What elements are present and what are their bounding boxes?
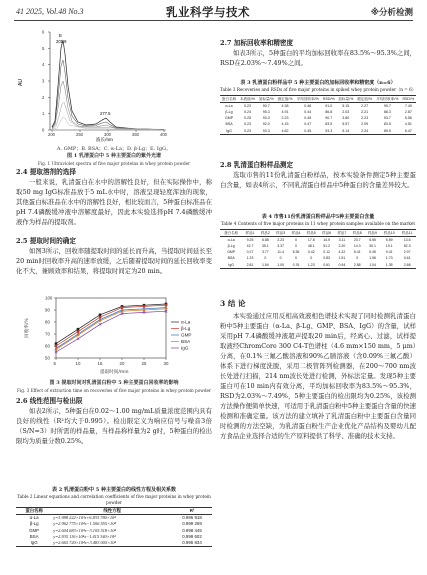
fig1-peak-value-2: 277.5	[100, 111, 111, 116]
fig1-y-tick-label: 0	[42, 127, 45, 133]
section-2-8-title: 2.8 乳清蛋白粉样品测定	[220, 161, 294, 169]
table-cell: 19.1	[385, 243, 393, 248]
table-cell: 0.999 269	[182, 521, 202, 527]
table-cell: 3.11	[338, 237, 346, 242]
table-cell: 42.7	[246, 243, 254, 248]
table4-title-cn: 表 4 市售11份乳清蛋白粉样品中5种主要蛋白含量	[261, 214, 375, 220]
fig3-caption-en: Fig. 3 Effect of extraction time on recoveries of five major proteins in whey protein powder	[16, 388, 211, 393]
table3-title-en: Table 3 Recoveries and RSDs of five major proteins in spiked whey protein powder（n = 6）	[220, 87, 416, 92]
table-cell: 0.47	[304, 122, 312, 127]
table-row	[220, 128, 416, 135]
table-cell: 4.15	[281, 122, 289, 127]
table-cell: 1.23	[304, 262, 319, 269]
table-cell: 0.23	[238, 128, 257, 135]
table-cell: 0.996 918	[182, 515, 202, 521]
table-cell: α-La	[227, 237, 235, 242]
table-cell: 0.94	[334, 262, 349, 269]
table-cell: β-Lg	[227, 243, 235, 248]
table-cell: 2.03	[342, 109, 350, 114]
table-cell: 1.54	[258, 262, 273, 269]
fig3-xlabel: 提取时间/min	[100, 370, 129, 375]
fig3-x-tick-label: 20	[119, 361, 125, 366]
table2-title-en: Table 2 Linear equations and correlation coefficients of five major proteins in whey protein powder	[17, 494, 211, 505]
table-header-cell: RSD/%	[322, 96, 335, 101]
table-header-cell: 蛋白名称	[220, 229, 242, 236]
table-cell: IgG	[220, 128, 238, 135]
table-cell: 14.3	[353, 243, 361, 248]
section-3	[220, 297, 416, 441]
table-cell: 9.41	[385, 250, 393, 255]
table-cell: 1.00	[273, 262, 288, 269]
table-row	[220, 102, 416, 109]
table-cell: 0	[279, 256, 282, 261]
table-cell: 1.73	[385, 256, 393, 261]
table-cell: β-Lg	[29, 521, 39, 527]
table-cell: 2.81	[242, 262, 257, 269]
table-header-cell: 样品2	[258, 229, 273, 236]
table-cell: 5.36	[292, 250, 300, 255]
table-cell: 6.47	[401, 128, 416, 135]
uv-spectrum-plot	[16, 26, 212, 144]
fig3-data-point	[99, 314, 102, 317]
section-2-5-title: 2.5 提取时间的确定	[16, 237, 76, 245]
fig1-legend: A. GMP；B. BSA；C. α-La；D. β-Lg；E. IgG。	[56, 146, 172, 152]
table-2-block	[16, 487, 212, 547]
issue-info: 41 2025, Vol.48 No.3	[16, 7, 84, 16]
fig1-y-tick-label: 6	[42, 29, 45, 35]
fig1-ylabel: AU	[18, 79, 24, 86]
fig1-y-tick-label: 1	[42, 111, 45, 117]
fig3-data-point	[99, 319, 102, 322]
table-cell: 5.14	[336, 128, 355, 135]
fig3-legend-label: IgG	[181, 345, 189, 351]
table-cell: IgG	[16, 540, 52, 547]
fig1-y-tick-label: 2	[42, 94, 45, 100]
table-header-cell: 样品9	[365, 229, 380, 236]
table-cell: 5.55	[369, 237, 376, 242]
fig3-data-point	[99, 323, 102, 326]
table-cell: 93.3	[257, 128, 276, 135]
table-3	[220, 95, 416, 135]
fig3-x-tick-label: 10	[75, 361, 81, 366]
table-3-block	[220, 80, 416, 135]
fig3-caption-cn: 图 3 提取时间对乳清蛋白粉中 5 种主要蛋白回收率的影响	[49, 380, 179, 386]
fig3-legend-label: β-Lg	[181, 326, 191, 332]
table-header-cell: 蛋白名称	[221, 96, 237, 101]
section-2-4	[16, 167, 212, 227]
table-cell: 14.9	[323, 237, 330, 242]
table-cell: 5.56	[404, 116, 412, 121]
table-cell: 13.6	[403, 237, 411, 242]
table2-header: 蛋白名称	[16, 508, 52, 515]
table-cell: 2.23	[277, 237, 285, 242]
table-cell: 2.09	[361, 122, 369, 127]
table-cell: 93.3	[262, 116, 270, 121]
table-cell: α-La	[29, 515, 39, 521]
table-cell: 0.12	[323, 250, 330, 255]
table-header-cell: 平均回收率/%	[294, 95, 321, 102]
table-cell: 0.61	[319, 262, 334, 269]
fig3-y-tick-label: 80	[45, 319, 50, 325]
table-cell: BSA	[29, 533, 39, 539]
recovery-line-chart	[16, 292, 212, 376]
table-cell: 5.45	[369, 250, 376, 255]
table-row	[16, 540, 212, 547]
table-cell: 0.45	[294, 128, 321, 135]
table-header-cell: 样品8	[350, 229, 365, 236]
fig3-data-point	[55, 342, 58, 345]
section-2-5	[16, 236, 212, 276]
table-cell: BSA	[225, 122, 233, 127]
fig3-x-tick-label: 5	[53, 361, 56, 366]
table-cell: 3.37	[277, 243, 285, 248]
table-header-cell: 加标量/%	[338, 96, 354, 101]
table4-title-en: Table 4 Contents of five major proteins in 11 whey protein samples available on the market	[220, 221, 416, 226]
table-4	[220, 229, 416, 269]
table-cell: 1.51	[338, 256, 346, 261]
table-cell: 0.998 445	[182, 527, 202, 533]
fig1-x-tick-label: 300	[104, 132, 111, 137]
table-cell: 1.04	[365, 262, 380, 269]
table-cell: 4.62	[276, 128, 295, 135]
table-cell: 0.83	[323, 256, 330, 261]
table-cell: 0.61	[403, 256, 411, 261]
table-cell: 9.25	[246, 237, 254, 242]
fig3-y-tick-label: 90	[45, 307, 50, 313]
section-2-6-text: 如表2所示，5种蛋白在0.02～1.00 mg/mL质量浓度范围内具有良好的线性（R²均大于0.995）。检出限定义为响应信号与噪音3倍（S/N=3）时所需的样品量，当样品称样量为2 g时，5种蛋白的检出限均为质量分数0.25%。	[16, 407, 212, 445]
fig3-legend-label: BSA	[181, 339, 191, 345]
table-cell: 5.41	[353, 250, 361, 255]
figure-1	[16, 26, 212, 176]
section-3-title: 3 结 论	[220, 299, 246, 308]
table-cell: 2.87	[404, 109, 412, 114]
table-cell: 5.59	[385, 237, 393, 242]
table-cell: 2.20	[338, 243, 346, 248]
spectrum-curve-e	[52, 40, 164, 130]
table-cell: y=2.604 683×10⁴x−3.105 518×10⁴	[53, 527, 116, 533]
table-header-cell: 样品11	[398, 229, 416, 236]
table-row	[220, 236, 416, 243]
figure-3	[16, 292, 212, 394]
fig1-caption-cn: 图 1 乳清蛋白中 5 种主要蛋白的紫外光谱	[67, 153, 161, 159]
table-header-cell: 加标量/%	[258, 96, 274, 101]
table-cell: 0.27	[246, 250, 254, 255]
section-2-4-title: 2.4 提取溶剂的选择	[16, 168, 76, 176]
table-cell: 0	[264, 256, 267, 261]
table-cell: 0.45	[304, 116, 312, 121]
table-cell: BSA	[227, 256, 235, 261]
table-cell: 90.7	[325, 116, 333, 121]
fig3-series-line	[56, 311, 166, 352]
fig1-y-tick-label: 5	[42, 45, 45, 51]
fig3-y-tick-label: 50	[45, 355, 50, 361]
table-header-cell: 测定值/%	[357, 96, 373, 101]
journal-title: 乳业科学与技术	[166, 5, 250, 19]
table-cell: 2.27	[361, 103, 369, 108]
table-cell: 0.23	[243, 122, 251, 127]
table-cell: 1.23	[246, 256, 254, 261]
fig1-x-tick-label: 250	[76, 132, 83, 137]
section-2-5-text: 如图3所示，回收率随提取时间的延长而升高，当提取时间延长至20 min时回收率升高的速率放缓，之后随着提取时间的延长回收率变化不大，兼顾效率和结果，将提取时间定为20 min。	[16, 247, 213, 275]
fig1-peak-label: E	[59, 33, 63, 38]
section-label: ※分析检测	[370, 8, 413, 18]
section-2-7	[220, 38, 416, 68]
table-cell: 3.80	[342, 116, 350, 121]
fig3-y-tick-label: 70	[45, 331, 50, 337]
table-cell: 3.77	[261, 250, 269, 255]
fig3-ylabel: 回收率/%	[25, 318, 30, 338]
table-cell: 48.1	[307, 243, 315, 248]
table-cell: 0.23	[243, 103, 251, 108]
table-cell: 5.15	[342, 103, 350, 108]
table-cell: 0	[294, 237, 297, 242]
table-cell: 83.5	[383, 122, 391, 127]
table-cell: 88.3	[383, 109, 391, 114]
table-cell: 5.57	[342, 122, 350, 127]
fig1-y-tick-label: 3	[42, 78, 45, 84]
table-cell: 0.995 834	[172, 540, 212, 547]
table-cell: 83.5	[325, 122, 333, 127]
table-header-cell: 样品6	[319, 229, 334, 236]
table-cell: 30.1	[369, 243, 376, 248]
section-2-7-title: 2.7 加标回收率和精密度	[220, 39, 294, 47]
table-cell: GMP	[29, 527, 40, 533]
table3-title-cn: 表 3 乳清蛋白粉样品中 5 种主要蛋白的加标回收率和精密度（n=6）	[240, 80, 396, 86]
fig1-peak-value: 201.9	[56, 39, 67, 44]
table2-header: R²	[172, 508, 212, 515]
table-cell: 23.7	[353, 237, 361, 242]
table-cell: β-Lg	[225, 109, 233, 114]
fig3-data-point	[77, 338, 80, 341]
table-cell: 92.0	[262, 122, 270, 127]
table-cell: y=2.935 116×10⁴x−1.415 340×10⁴	[53, 533, 116, 539]
table-cell: 0	[310, 256, 313, 261]
table-cell: 2.97	[403, 250, 411, 255]
table2-title-cn: 表 2 乳清蛋白粉中 5 种主要蛋白的线性方程及相关系数	[52, 487, 176, 493]
fig1-x-tick-label: 350	[132, 132, 139, 137]
fig1-x-tick-label: 200	[48, 132, 55, 137]
fig1-x-tick-label: 400	[160, 132, 167, 137]
table-cell: 0.76	[288, 262, 303, 269]
table-cell: 2.24	[355, 128, 374, 135]
table-cell: 6.88	[261, 237, 269, 242]
table-header-cell: 样品3	[273, 229, 288, 236]
table-2	[16, 507, 212, 547]
table-cell: 35.1	[261, 243, 269, 248]
table-cell: 0.999 602	[182, 533, 202, 539]
fig3-x-tick-label: 30	[163, 361, 169, 366]
table-cell: 0.46	[304, 103, 312, 108]
spectrum-curve-c	[52, 81, 164, 130]
table-header-cell: RSD/%	[402, 96, 415, 101]
table-cell: 4.38	[281, 103, 289, 108]
fig3-series-line	[56, 305, 166, 346]
section-2-4-text: 一般来说，乳清蛋白在水中的溶解性良好，但在实际操作中，称取50 mg IgG标准品放于5 mL水中时，溶液呈现轻度浑浊的现象，其他蛋白标准品在水中的溶解性良好，相比较而言，5种蛋白标准品在pH 7.4磷酸缓冲液中溶解度最好，因此本实验选择pH 7.4磷酸缓冲液作为样品的提取剂。	[16, 178, 212, 226]
table-cell: 89.5	[374, 128, 401, 135]
table-cell: α-La	[225, 103, 233, 108]
table-cell: 2.23	[361, 116, 369, 121]
table-cell: 11.4	[277, 250, 284, 255]
fig3-y-tick-label: 60	[45, 343, 50, 349]
section-2-6	[16, 396, 212, 446]
table-4-block	[220, 214, 416, 269]
table-cell: 2.21	[361, 109, 369, 114]
fig3-data-point	[77, 328, 80, 331]
table-header-cell: 本底值/%	[239, 96, 255, 101]
table-cell: GMP	[227, 250, 236, 255]
section-2-6-title: 2.6 线性范围与检出限	[16, 397, 83, 405]
table-cell: y=2.962 775×10⁴x−1.506 555×10⁴	[53, 521, 116, 527]
table-cell: 0.42	[307, 250, 315, 255]
fig1-xlabel: 波长/nm	[96, 137, 113, 142]
table-cell: 7.49	[404, 103, 412, 108]
table-cell: 91.0	[325, 103, 333, 108]
section-3-text: 本实验通过应用反相高效液相色谱技术实现了同时检测乳清蛋白粉中5种主要蛋白（α-La、β-Lg、GMP、BSA、IgG）的含量，试样采用pH 7.4磷酸缓冲液超声提取20 min后，经离心、过滤，试样提取液经ChromCore 300 C4-T色谱柱（4.6 mm×150 mm，5 μm）分离，在0.1%三氟乙酸溶液和90%乙腈溶液（含0.09%三氟乙酸）体系下进行梯度洗脱，采用二极管阵列检测器，在200～700 nm波长处进行扫描，214 nm波长处进行检测，外标法定量。发现5种主要蛋白可在10 min内有效分离，平均加标回收率为83.5%～95.3%，RSD为2.03%～7.49%，5种主要蛋白的检出限均为0.25%，该检测方法操作便简单快速，可适用于乳清蛋白粉中5种主要蛋白含量的快速检测和准确定量。该方法的建立填补了乳清蛋白粉中主要蛋白含量同时检测的方法空缺，为乳清蛋白粉生产企业优化产品结构及婴幼儿配方食品企业选择合适的生产原料提供了科学、准确的技术支持。	[220, 312, 416, 440]
section-2-8	[220, 160, 416, 190]
section-2-8-text: 选取市售的11份乳清蛋白粉样品，按本实验条件测定5种主要蛋白含量，如表4所示，不同乳清蛋白样品中5种蛋白的含量差异较大。	[220, 171, 416, 189]
table-cell: 0	[294, 256, 297, 261]
fig3-legend-label: GMP	[181, 332, 192, 338]
running-header	[0, 0, 427, 22]
table-header-cell: 平均回收率/%	[374, 95, 401, 102]
table-header-cell: 样品10	[380, 229, 398, 236]
table-row	[16, 515, 212, 522]
table-cell: 0.25	[243, 116, 251, 121]
fig3-x-tick-label: 15	[97, 361, 103, 366]
fig3-data-point	[77, 334, 80, 337]
table-row	[220, 262, 416, 269]
fig3-x-tick-label: 25	[141, 361, 147, 366]
fig1-y-tick-label: 4	[42, 62, 45, 68]
table-cell: 0	[356, 256, 359, 261]
table-cell: 17.8	[307, 237, 315, 242]
table-cell: 4.91	[281, 109, 289, 114]
table-cell: 90.7	[383, 103, 391, 108]
table-cell: y=3.988 222×10³x+6.833 780×10⁴	[53, 515, 116, 521]
table-header-cell: 样品7	[334, 229, 349, 236]
table-cell: 86.8	[325, 109, 333, 114]
table-cell: 4.22	[338, 250, 346, 255]
fig3-plot-frame	[56, 298, 166, 358]
fig3-y-tick-label: 100	[45, 295, 53, 301]
table-header-cell: 样品5	[304, 229, 319, 236]
table-cell: 1.96	[369, 256, 376, 261]
table-cell: 2.58	[350, 262, 365, 269]
table-cell: 1.35	[380, 262, 398, 269]
fig3-legend-label: α-La	[181, 319, 191, 325]
table-cell: 4.51	[404, 122, 412, 127]
table-cell: IgG	[220, 262, 242, 269]
table-header-cell: 样品4	[288, 229, 303, 236]
table-cell: 2.68	[398, 262, 416, 269]
header-rule	[14, 20, 413, 21]
table-cell: 93.3	[321, 128, 336, 135]
table-cell: 0	[294, 243, 297, 248]
table-header-cell: 样品1	[242, 229, 257, 236]
table-cell: y=2.665 720×10⁴x+3.483 005×10⁴	[52, 540, 172, 547]
spectrum-curve-d	[52, 60, 164, 130]
table-cell: 90.7	[262, 103, 270, 108]
table-cell: 2.23	[281, 116, 289, 121]
table-cell: 0.24	[243, 109, 251, 114]
section-2-7-text: 如表3所示，5种蛋白的平均加标回收率在83.5%～95.3%之间，RSD在2.03%～7.49%之间。	[220, 49, 416, 67]
table-cell: GMP	[224, 116, 234, 121]
table-cell: 0.44	[304, 109, 312, 114]
table-header-cell: 测定值/%	[277, 96, 293, 101]
table-cell: 51.2	[323, 243, 330, 248]
table2-header: 线性方程	[52, 508, 172, 515]
table-cell: 52.3	[403, 243, 411, 248]
table-cell: 95.3	[262, 109, 270, 114]
fig1-caption-en: Fig. 1 Ultraviolet spectra of five major proteins in whey protein powder	[37, 161, 191, 166]
table-cell: 93.7	[383, 116, 391, 121]
